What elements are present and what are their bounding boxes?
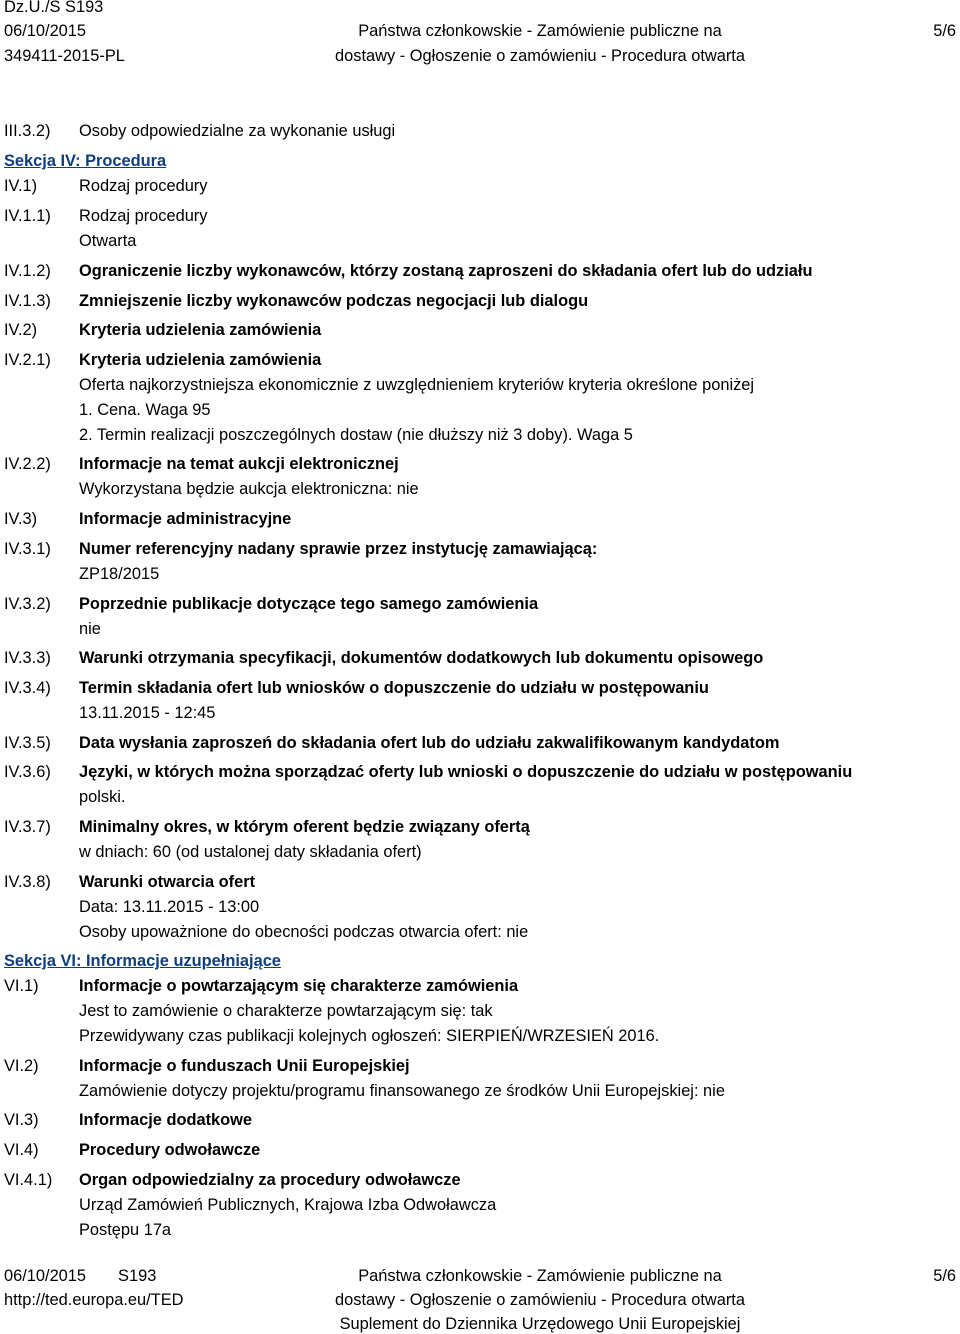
row-title: Termin składania ofert lub wniosków o dopuszczenie do udziału w postępowaniu [79,679,709,697]
document-id: 349411-2015-PL [4,47,125,65]
page-header [0,0,960,70]
row-number: IV.3.6) [4,763,51,781]
row-text: Osoby upoważnione do obecności podczas otwarcia ofert: nie [79,923,529,941]
header-date: 06/10/2015 [4,22,87,40]
row-title: Ograniczenie liczby wykonawców, którzy zostaną zaproszeni do składania ofert lub do udziału [79,262,813,280]
row-text: Oferta najkorzystniejsza ekonomicznie z uwzględnieniem kryteriów kryteria określone poniżej [79,376,755,394]
row-title: Informacje o powtarzającym się charakterze zamówienia [79,977,519,995]
row-text: w dniach: 60 (od ustalonej daty składania ofert) [79,843,422,861]
row-text: Urząd Zamówień Publicznych, Krajowa Izba Odwoławcza [79,1196,497,1214]
row-title: Rodzaj procedury [79,177,208,195]
row-number: IV.1) [4,177,38,195]
row-text: ZP18/2015 [79,565,160,583]
section-heading: Sekcja IV: Procedura [4,152,167,170]
header-title-line2: dostawy - Ogłoszenie o zamówieniu - Procedura otwarta [335,47,745,65]
footer-title-line2: dostawy - Ogłoszenie o zamówieniu - Procedura otwarta [335,1291,745,1309]
row-title: Warunki otwarcia ofert [79,873,256,891]
row-text: polski. [79,788,126,806]
row-text: 2. Termin realizacji poszczególnych dostaw (nie dłuższy niż 3 doby). Waga 5 [79,426,633,444]
row-text: Data: 13.11.2015 - 13:00 [79,898,260,916]
row-number: IV.2.2) [4,455,51,473]
row-number: IV.3.7) [4,818,51,836]
row-number: IV.3) [4,510,38,528]
row-title: Warunki otrzymania specyfikacji, dokumentów dodatkowych lub dokumentu opisowego [79,649,764,667]
row-title: Kryteria udzielenia zamówienia [79,321,322,339]
row-text: Zamówienie dotyczy projektu/programu finansowanego ze środków Unii Europejskiej: nie [79,1082,725,1100]
row-number: IV.3.5) [4,734,51,752]
row-title: Rodzaj procedury [79,207,208,225]
row-text: 1. Cena. Waga 95 [79,401,211,419]
row-number: IV.3.2) [4,595,51,613]
row-number: IV.1.3) [4,292,51,310]
row-title: Kryteria udzielenia zamówienia [79,351,322,369]
row-title: Poprzednie publikacje dotyczące tego samego zamówienia [79,595,539,613]
row-number: IV.2) [4,321,38,339]
row-title: Numer referencyjny nadany sprawie przez instytucję zamawiającą: [79,540,598,558]
row-title: Informacje na temat aukcji elektronicznej [79,455,399,473]
row-title: Języki, w których można sporządzać oferty lub wnioski o dopuszczenie do udziału w postępowaniu [79,763,853,781]
row-title: Zmniejszenie liczby wykonawców podczas negocjacji lub dialogu [79,292,589,310]
row-text: Otwarta [79,232,137,250]
footer-title-line3: Suplement do Dziennika Urzędowego Unii Europejskiej [339,1315,741,1333]
row-text: nie [79,620,101,638]
header-title-line1: Państwa członkowskie - Zamówienie publiczne na [358,22,722,40]
footer-page-number: 5/6 [933,1267,956,1285]
footer-date: 06/10/2015 [4,1267,87,1285]
row-text: Jest to zamówienie o charakterze powtarzającym się: tak [79,1002,493,1020]
row-text: 13.11.2015 - 12:45 [79,704,216,722]
row-title: Osoby odpowiedzialne za wykonanie usługi [79,122,396,140]
row-text: Przewidywany czas publikacji kolejnych ogłoszeń: SIERPIEŃ/WRZESIEŃ 2016. [79,1027,660,1045]
header-page-number: 5/6 [933,22,956,40]
row-text: Wykorzystana będzie aukcja elektroniczna: nie [79,480,419,498]
page-footer [0,1262,960,1334]
row-number: VI.3) [4,1111,39,1129]
journal-ref: Dz.U./S S193 [4,0,104,16]
row-number: IV.3.1) [4,540,51,558]
footer-title-line1: Państwa członkowskie - Zamówienie publiczne na [358,1267,722,1285]
row-number: IV.3.4) [4,679,51,697]
row-title: Informacje dodatkowe [79,1111,253,1129]
row-title: Minimalny okres, w którym oferent będzie związany ofertą [79,818,530,836]
row-number: VI.4) [4,1141,39,1159]
footer-issue: S193 [118,1267,157,1285]
row-title: Informacje o funduszach Unii Europejskiej [79,1057,410,1075]
row-title: Organ odpowiedzialny za procedury odwoławcze [79,1171,461,1189]
section-heading: Sekcja VI: Informacje uzupełniające [4,952,281,970]
footer-url[interactable]: http://ted.europa.eu/TED [4,1291,184,1309]
row-text: Postępu 17a [79,1221,172,1239]
row-number: VI.1) [4,977,39,995]
row-number: IV.2.1) [4,351,51,369]
row-number: VI.4.1) [4,1171,53,1189]
row-number: IV.1.1) [4,207,51,225]
row-title: Informacje administracyjne [79,510,292,528]
row-number: IV.3.3) [4,649,51,667]
row-number: IV.3.8) [4,873,51,891]
row-number: VI.2) [4,1057,39,1075]
row-number: III.3.2) [4,122,51,140]
row-title: Data wysłania zaproszeń do składania ofert lub do udziału zakwalifikowanym kandydatom [79,734,780,752]
row-number: IV.1.2) [4,262,51,280]
row-title: Procedury odwoławcze [79,1141,261,1159]
